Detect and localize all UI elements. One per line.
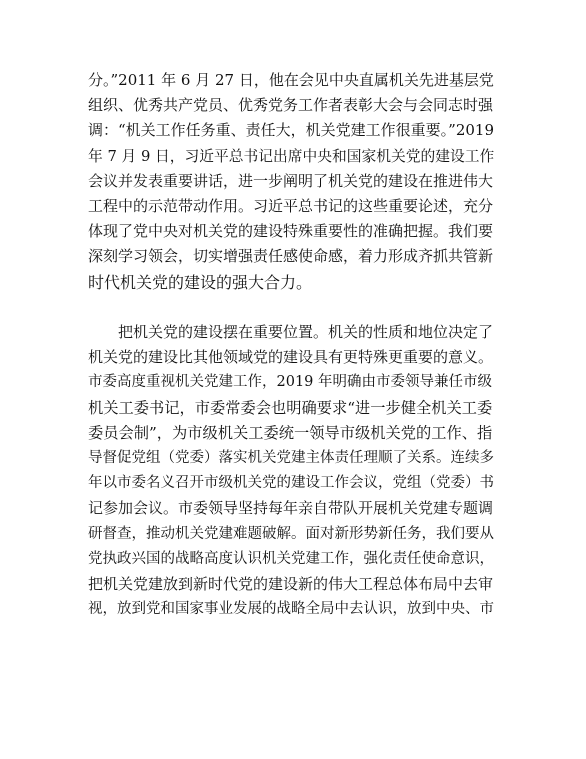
text-line: 委员会制”，为市级机关工委统一领导市级机关党的工作、指 — [88, 423, 493, 442]
text-line: 分。”2011 年 6 月 27 日，他在会见中央直属机关先进基层党 — [88, 71, 494, 89]
paragraph-2 — [88, 320, 498, 622]
text-line: 党执政兴国的战略高度认识机关党建工作，强化责任使命意识， — [88, 550, 494, 567]
text-line: 组织、优秀共产党员、优秀党务工作者表彰大会与会同志时强 — [88, 96, 494, 115]
text-line: 深刻学习领会，切实增强责任感使命感，着力形成齐抓共管新 — [88, 247, 494, 266]
text-line: 把机关党建放到新时代党的建设新的伟大工程总体布局中去审 — [88, 574, 494, 593]
text-line: 视，放到党和国家事业发展的战略全局中去认识，放到中央、市 — [88, 601, 494, 618]
text-line: 把机关党的建设摆在重要位置。机关的性质和地位决定了 — [88, 323, 494, 341]
text-line: 年 7 月 9 日，习近平总书记出席中央和国家机关党的建设工作 — [88, 147, 495, 165]
text-line: 导督促党组（党委）落实机关党建主体责任理顺了关系。连续多 — [88, 449, 494, 466]
text-line: 机关工委书记，市委常委会也明确要求“进一步健全机关工委 — [88, 398, 493, 417]
text-line: 研督查，推动机关党建难题破解。面对新形势新任务，我们要从 — [88, 525, 494, 542]
text-line: 调：“机关工作任务重、责任大，机关党建工作很重要。”2019 — [88, 121, 495, 140]
text-line: 体现了党中央对机关党的建设特殊重要性的准确把握。我们要 — [88, 222, 494, 241]
text-line: 时代机关党的建设的强大合力。 — [88, 272, 313, 292]
text-line: 市委高度重视机关党建工作，2019 年明确由市委领导兼任市级 — [88, 374, 493, 391]
text-line: 机关党的建设比其他领域党的建设具有更特殊更重要的意义。 — [88, 348, 494, 367]
text-line: 工程中的示范带动作用。习近平总书记的这些重要论述，充分 — [88, 196, 494, 215]
paragraph-1 — [88, 68, 498, 295]
text-line: 年以市委名义召开市级机关党的建设工作会议，党组（党委）书 — [88, 475, 494, 492]
text-line: 记参加会议。市委领导坚持每年亲自带队开展机关党建专题调 — [88, 499, 494, 518]
text-line: 会议并发表重要讲话，进一步阐明了机关党的建设在推进伟大 — [88, 171, 494, 190]
